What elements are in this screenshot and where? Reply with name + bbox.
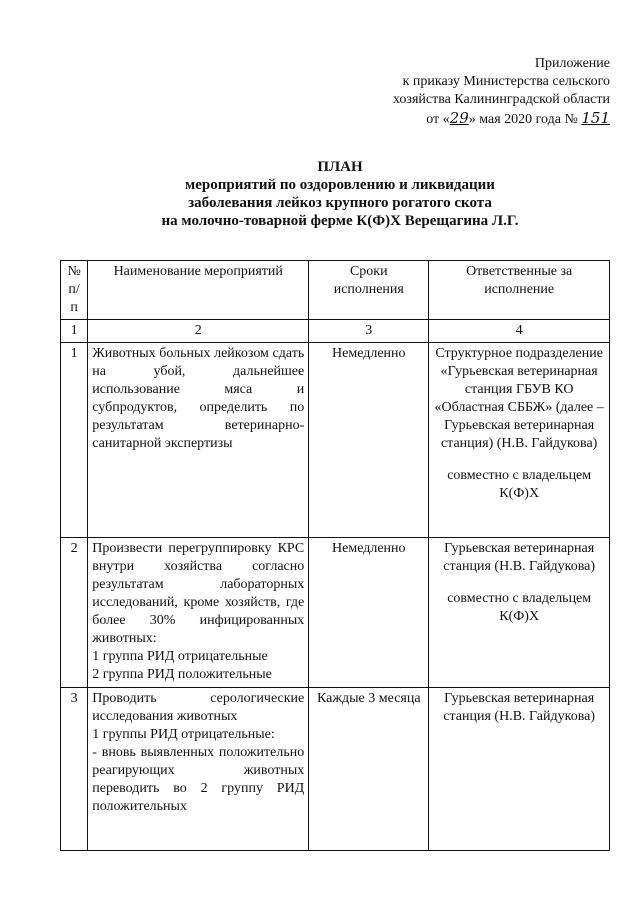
measure-text: Произвести перегруппировку КРС внутри хозяйства согласно результатам лабораторных исследований, кроме хозяйств, где более 30% инфицированных животных: xyxy=(92,541,305,646)
jointly-text: совместно с владельцем К(Ф)Х xyxy=(447,591,592,624)
appendix-ministry: хозяйства Калининградской области xyxy=(392,92,610,107)
appendix-block xyxy=(330,55,610,129)
order-number-handwritten: 151 xyxy=(581,109,610,127)
row-number: 3 xyxy=(61,688,88,851)
group-item: 1 группа РИД отрицательные xyxy=(92,649,268,664)
appendix-title: Приложение xyxy=(534,56,610,71)
plan-title: ПЛАН xyxy=(317,159,363,175)
responsible-text: Гурьевская ветеринарная станция (Н.В. Гайдукова) xyxy=(443,541,596,574)
row-deadline: Немедленно xyxy=(309,343,429,538)
table-row xyxy=(61,343,610,538)
row-responsible: Гурьевская ветеринарная станция (Н.В. Гайдукова) xyxy=(429,688,610,851)
measure-text: Проводить серологические исследования животных xyxy=(92,691,305,724)
plan-subtitle-3: на молочно-товарной ферме К(Ф)Х Верещагина Л.Г. xyxy=(161,213,519,229)
jointly-text: совместно с владельцем К(Ф)Х xyxy=(447,468,592,501)
header-responsible: Ответственные за исполнение xyxy=(429,261,610,320)
header-deadline: Сроки исполнения xyxy=(309,261,429,320)
header-measures: Наименование мероприятий xyxy=(88,261,309,320)
row-number: 1 xyxy=(61,343,88,538)
row-measure xyxy=(88,538,309,688)
table-row xyxy=(61,538,610,688)
appendix-order-ref: к приказу Министерства сельского xyxy=(402,74,610,89)
row-deadline: Немедленно xyxy=(309,538,429,688)
row-number: 2 xyxy=(61,538,88,688)
column-number: 2 xyxy=(88,320,309,343)
appendix-date-line xyxy=(330,109,610,129)
row-responsible xyxy=(429,538,610,688)
plan-subtitle-2: заболевания лейкоз крупного рогатого скота xyxy=(188,195,492,211)
row-responsible xyxy=(429,343,610,538)
table-row xyxy=(61,688,610,851)
column-number-row xyxy=(61,320,610,343)
column-number: 4 xyxy=(429,320,610,343)
row-measure: Животных больных лейкозом сдать на убой, дальнейшее использование мяса и субпродуктов, определить по результатам ветеринарно-санитарной экспертизы xyxy=(88,343,309,538)
plan-subtitle-1: мероприятий по оздоровлению и ликвидации xyxy=(185,177,495,193)
row-deadline: Каждые 3 месяца xyxy=(309,688,429,851)
group-line: 1 группы РИД отрицательные: xyxy=(92,727,275,742)
plan-title-block xyxy=(40,158,640,230)
responsible-text: Структурное подразделение «Гурьевская ветеринарная станция ГБУВ КО «Областная СББЖ» (далее – Гурьевская ветеринарная станция) (Н.В. Гайдукова) xyxy=(434,346,604,451)
plan-table xyxy=(60,260,610,851)
group-item: 2 группа РИД положительные xyxy=(92,667,272,682)
date-prefix: от « xyxy=(426,112,450,127)
column-number: 3 xyxy=(309,320,429,343)
row-measure xyxy=(88,688,309,851)
table-header-row xyxy=(61,261,610,320)
sub-item: - вновь выявленных положительно реагирующих животных переводить во 2 группу РИД положительных xyxy=(92,745,305,814)
date-mid: » мая 2020 года № xyxy=(468,112,578,127)
column-number: 1 xyxy=(61,320,88,343)
date-day-handwritten: 29 xyxy=(449,109,469,127)
header-num: № п/п xyxy=(61,261,88,320)
